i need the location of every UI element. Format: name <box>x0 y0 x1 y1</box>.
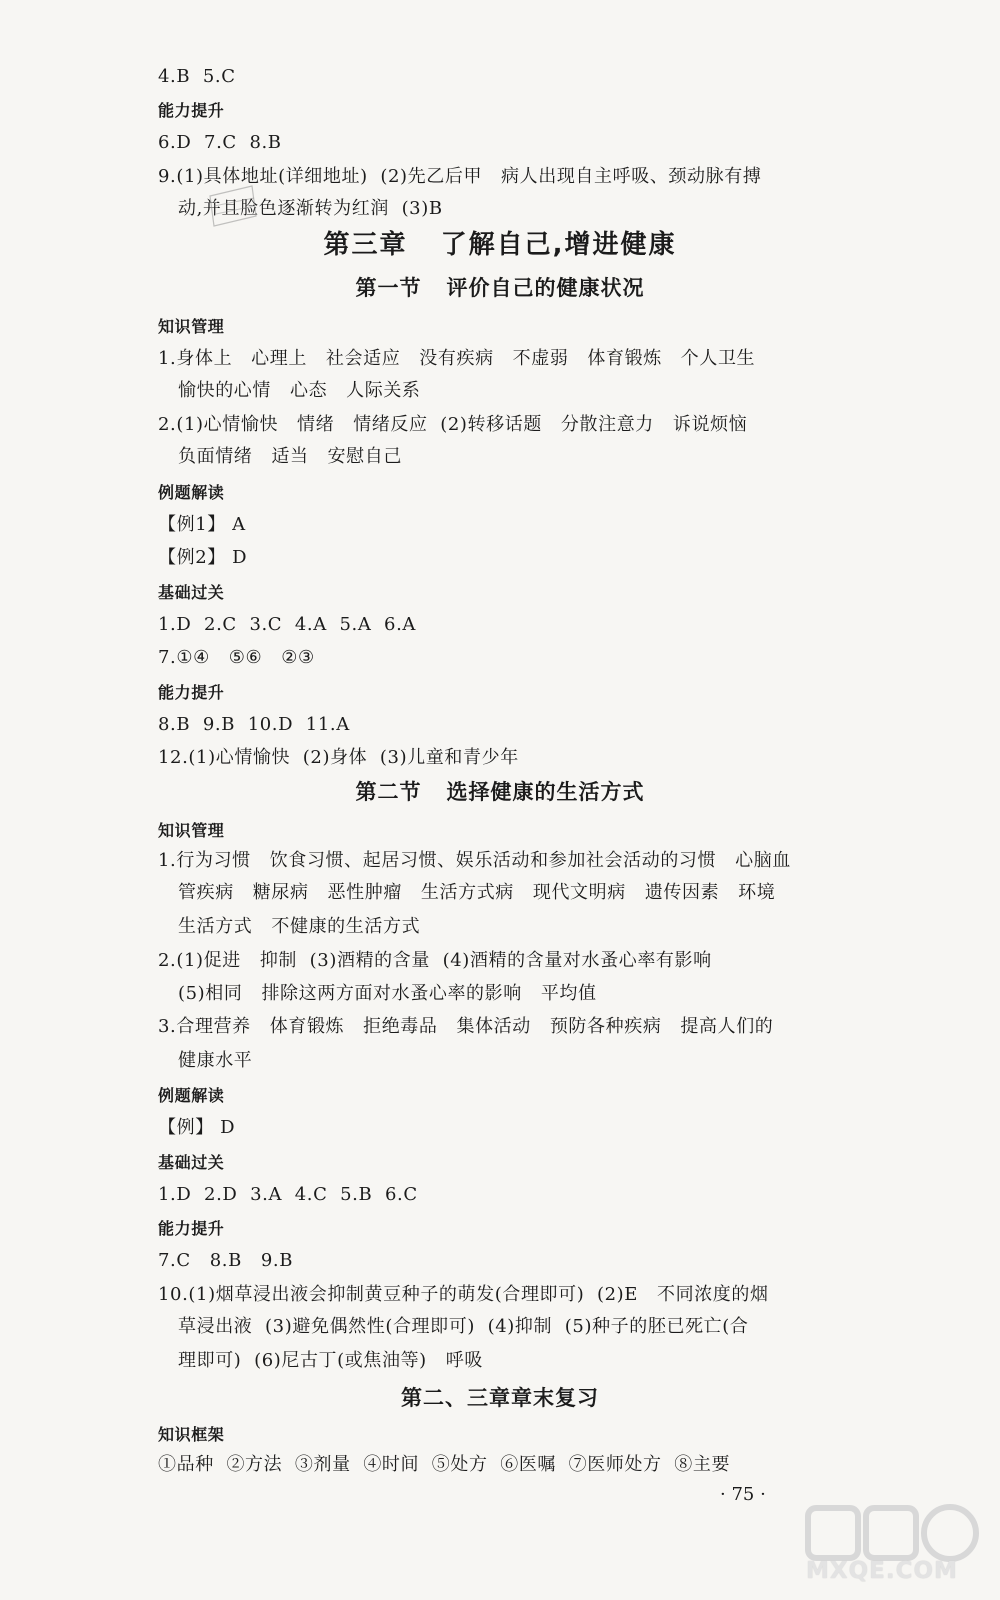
stamp-mark-icon <box>204 176 260 232</box>
answer-line: 草浸出液 (3)避免偶然性(合理即可) (4)抑制 (5)种子的胚已死亡(合 <box>178 1316 749 1337</box>
subheading-ability: 能力提升 <box>158 1219 225 1238</box>
answer-line: 10.(1)烟草浸出液会抑制黄豆种子的萌发(合理即可) (2)E 不同浓度的烟 <box>158 1284 769 1305</box>
subheading-basic: 基础过关 <box>158 1153 225 1172</box>
subheading-examples: 例题解读 <box>158 1086 225 1105</box>
page-number: · 75 · <box>720 1484 766 1505</box>
chapter-title: 第三章 了解自己,增进健康 <box>323 230 677 260</box>
watermark-text: MXQE.COM <box>806 1558 958 1584</box>
subheading-examples: 例题解读 <box>158 483 225 502</box>
answer-line: 2.(1)心情愉快 情绪 情绪反应 (2)转移话题 分散注意力 诉说烦恼 <box>158 414 748 435</box>
answer-line: 健康水平 <box>178 1050 253 1071</box>
answer-line: 生活方式 不健康的生活方式 <box>178 916 421 937</box>
answer-line: 9.(1)具体地址(详细地址) (2)先乙后甲 病人出现自主呼吸、颈动脉有搏 <box>158 166 762 187</box>
answer-line: 6.D 7.C 8.B <box>158 132 282 153</box>
answer-line: 1.行为习惯 饮食习惯、起居习惯、娱乐活动和参加社会活动的习惯 心脑血 <box>158 850 791 871</box>
subheading-knowledge: 知识管理 <box>158 821 225 840</box>
answer-line: 7.C 8.B 9.B <box>158 1250 294 1271</box>
answer-line: 7.①④ ⑤⑥ ②③ <box>158 647 315 668</box>
subheading-basic: 基础过关 <box>158 583 225 602</box>
answer-line: 8.B 9.B 10.D 11.A <box>158 714 350 735</box>
answer-line: 1.D 2.D 3.A 4.C 5.B 6.C <box>158 1184 418 1205</box>
answer-line: 1.身体上 心理上 社会适应 没有疾病 不虚弱 体育锻炼 个人卫生 <box>158 348 756 369</box>
answer-line: 理即可) (6)尼古丁(或焦油等) 呼吸 <box>178 1350 483 1371</box>
answer-line: ①品种 ②方法 ③剂量 ④时间 ⑤处方 ⑥医嘱 ⑦医师处方 ⑧主要 <box>158 1454 731 1475</box>
answer-line: 1.D 2.C 3.C 4.A 5.A 6.A <box>158 614 417 635</box>
subheading-ability: 能力提升 <box>158 683 225 702</box>
answer-line: 管疾病 糖尿病 恶性肿瘤 生活方式病 现代文明病 遗传因素 环境 <box>178 882 776 903</box>
answer-line: 12.(1)心情愉快 (2)身体 (3)儿童和青少年 <box>158 747 519 768</box>
answer-line: 动,并且脸色逐渐转为红润 (3)B <box>178 198 443 219</box>
section-title: 第一节 评价自己的健康状况 <box>355 276 645 300</box>
review-title: 第二、三章章末复习 <box>401 1386 599 1410</box>
answer-line: 【例1】 A <box>158 514 246 535</box>
answer-line: (5)相同 排除这两方面对水蚤心率的影响 平均值 <box>178 983 597 1004</box>
section-title: 第二节 选择健康的生活方式 <box>355 780 645 804</box>
answer-line: 负面情绪 适当 安慰自己 <box>178 446 402 467</box>
answer-line: 【例】 D <box>158 1117 236 1138</box>
answer-line: 【例2】 D <box>158 547 248 568</box>
subheading-knowledge: 知识管理 <box>158 317 225 336</box>
answer-line: 3.合理营养 体育锻炼 拒绝毒品 集体活动 预防各种疾病 提高人们的 <box>158 1016 774 1037</box>
answer-line: 愉快的心情 心态 人际关系 <box>178 380 421 401</box>
subheading-ability: 能力提升 <box>158 101 225 120</box>
answer-line: 2.(1)促进 抑制 (3)酒精的含量 (4)酒精的含量对水蚤心率有影响 <box>158 950 712 971</box>
answer-line: 4.B 5.C <box>158 66 236 87</box>
subheading-framework: 知识框架 <box>158 1425 225 1444</box>
